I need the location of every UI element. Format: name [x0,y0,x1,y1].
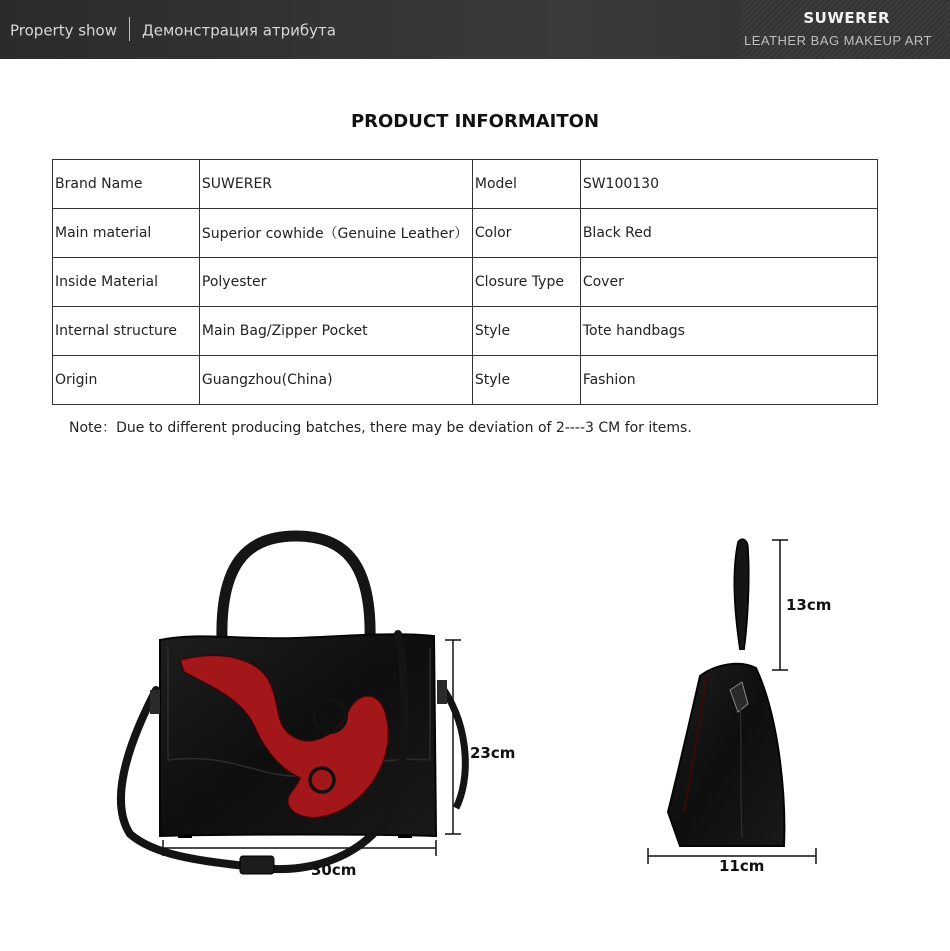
table-cell: Style [472,307,580,356]
dimension-side-handle: 13cm [786,596,832,614]
dimension-front-width: 30cm [311,861,357,879]
brand-name: SUWERER [803,9,890,27]
table-cell: Cover [580,258,877,307]
table-cell: SUWERER [199,160,472,209]
table-cell: Color [472,209,580,258]
brand-tagline: LEATHER BAG MAKEUP ART [744,33,932,48]
table-cell: Black Red [580,209,877,258]
table-cell: Guangzhou(China) [199,356,472,405]
brand-block [740,0,950,59]
header-label-ru: Демонстрация атрибута [142,21,336,40]
dimension-front-height: 23cm [470,744,516,762]
table-cell: Superior cowhide（Genuine Leather） [199,209,472,258]
table-cell: Brand Name [53,160,200,209]
table-row [53,307,878,356]
table-cell: Main material [53,209,200,258]
table-cell: Fashion [580,356,877,405]
table-cell: Style [472,356,580,405]
header-divider [129,17,130,41]
product-info-table [52,159,878,405]
table-cell: Tote handbags [580,307,877,356]
table-cell: Polyester [199,258,472,307]
bag-front-image [121,536,465,874]
header-labels [10,19,336,43]
header-bar [0,0,950,59]
dimension-side-depth: 11cm [719,857,765,875]
table-row [53,160,878,209]
table-cell: SW100130 [580,160,877,209]
table-row [53,356,878,405]
table-row [53,209,878,258]
table-cell: Main Bag/Zipper Pocket [199,307,472,356]
table-cell: Closure Type [472,258,580,307]
table-cell: Model [472,160,580,209]
header-label-en: Property show [10,21,118,40]
table-cell: Origin [53,356,200,405]
bag-side-image [648,539,816,864]
product-images [0,470,950,940]
table-cell: Inside Material [53,258,200,307]
page-title: PRODUCT INFORMAITON [350,111,600,132]
table-row [53,258,878,307]
deviation-note: Note：Due to different producing batches, there may be deviation of 2----3 CM for items. [69,420,692,436]
table-cell: Internal structure [53,307,200,356]
